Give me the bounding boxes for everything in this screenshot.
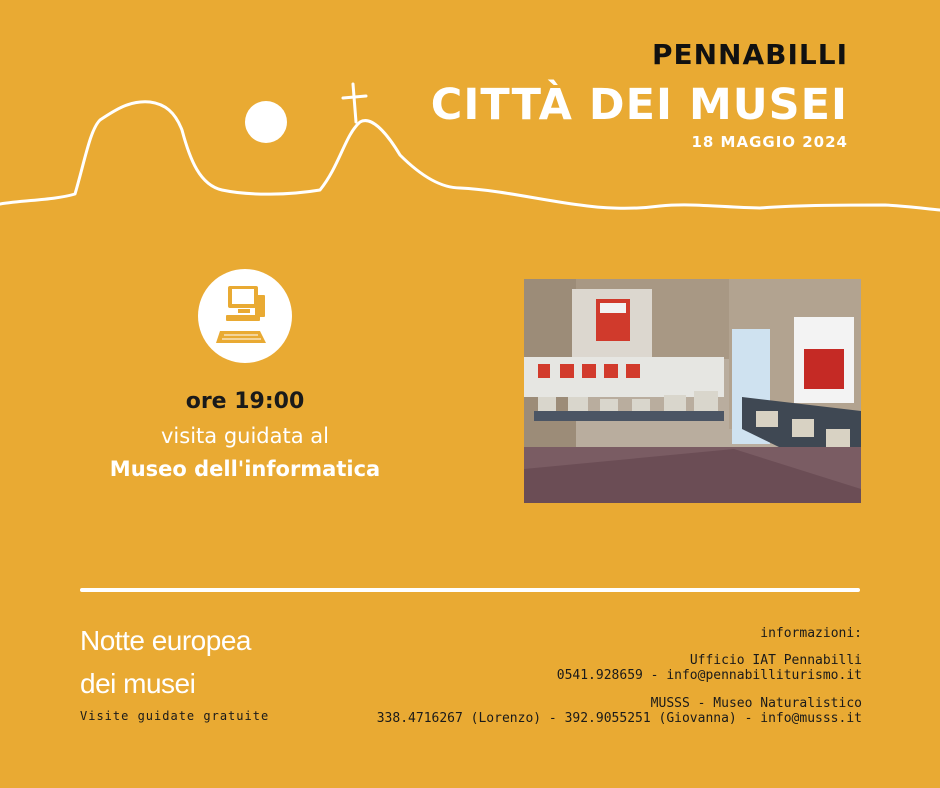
event-description: visita guidata al	[161, 424, 329, 448]
city-name: PENNABILLI	[651, 38, 848, 71]
info-museum-contacts: 338.4716267 (Lorenzo) - 392.9055251 (Giovanna) - info@musss.it	[376, 711, 862, 726]
museum-photo	[524, 279, 861, 503]
footer-title-line2: dei musei	[80, 668, 196, 699]
info-office-name: Ufficio IAT Pennabilli	[689, 653, 862, 668]
event-title: CITTÀ DEI MUSEI	[430, 80, 848, 130]
cross-icon	[343, 84, 366, 122]
info-heading: informazioni:	[760, 626, 862, 641]
sun-icon	[245, 101, 287, 143]
divider-line	[80, 588, 860, 592]
footer-subtitle: Visite guidate gratuite	[80, 709, 270, 723]
footer-title-line1: Notte europea	[80, 625, 251, 656]
event-date: 18 MAGGIO 2024	[691, 133, 848, 151]
event-time: ore 19:00	[185, 389, 305, 414]
computer-icon-badge	[198, 269, 292, 363]
info-office-contacts: 0541.928659 - info@pennabilliturismo.it	[556, 668, 862, 683]
event-place: Museo dell'informatica	[109, 457, 381, 481]
info-museum-name: MUSSS - Museo Naturalistico	[650, 696, 862, 711]
computer-icon	[198, 269, 292, 363]
